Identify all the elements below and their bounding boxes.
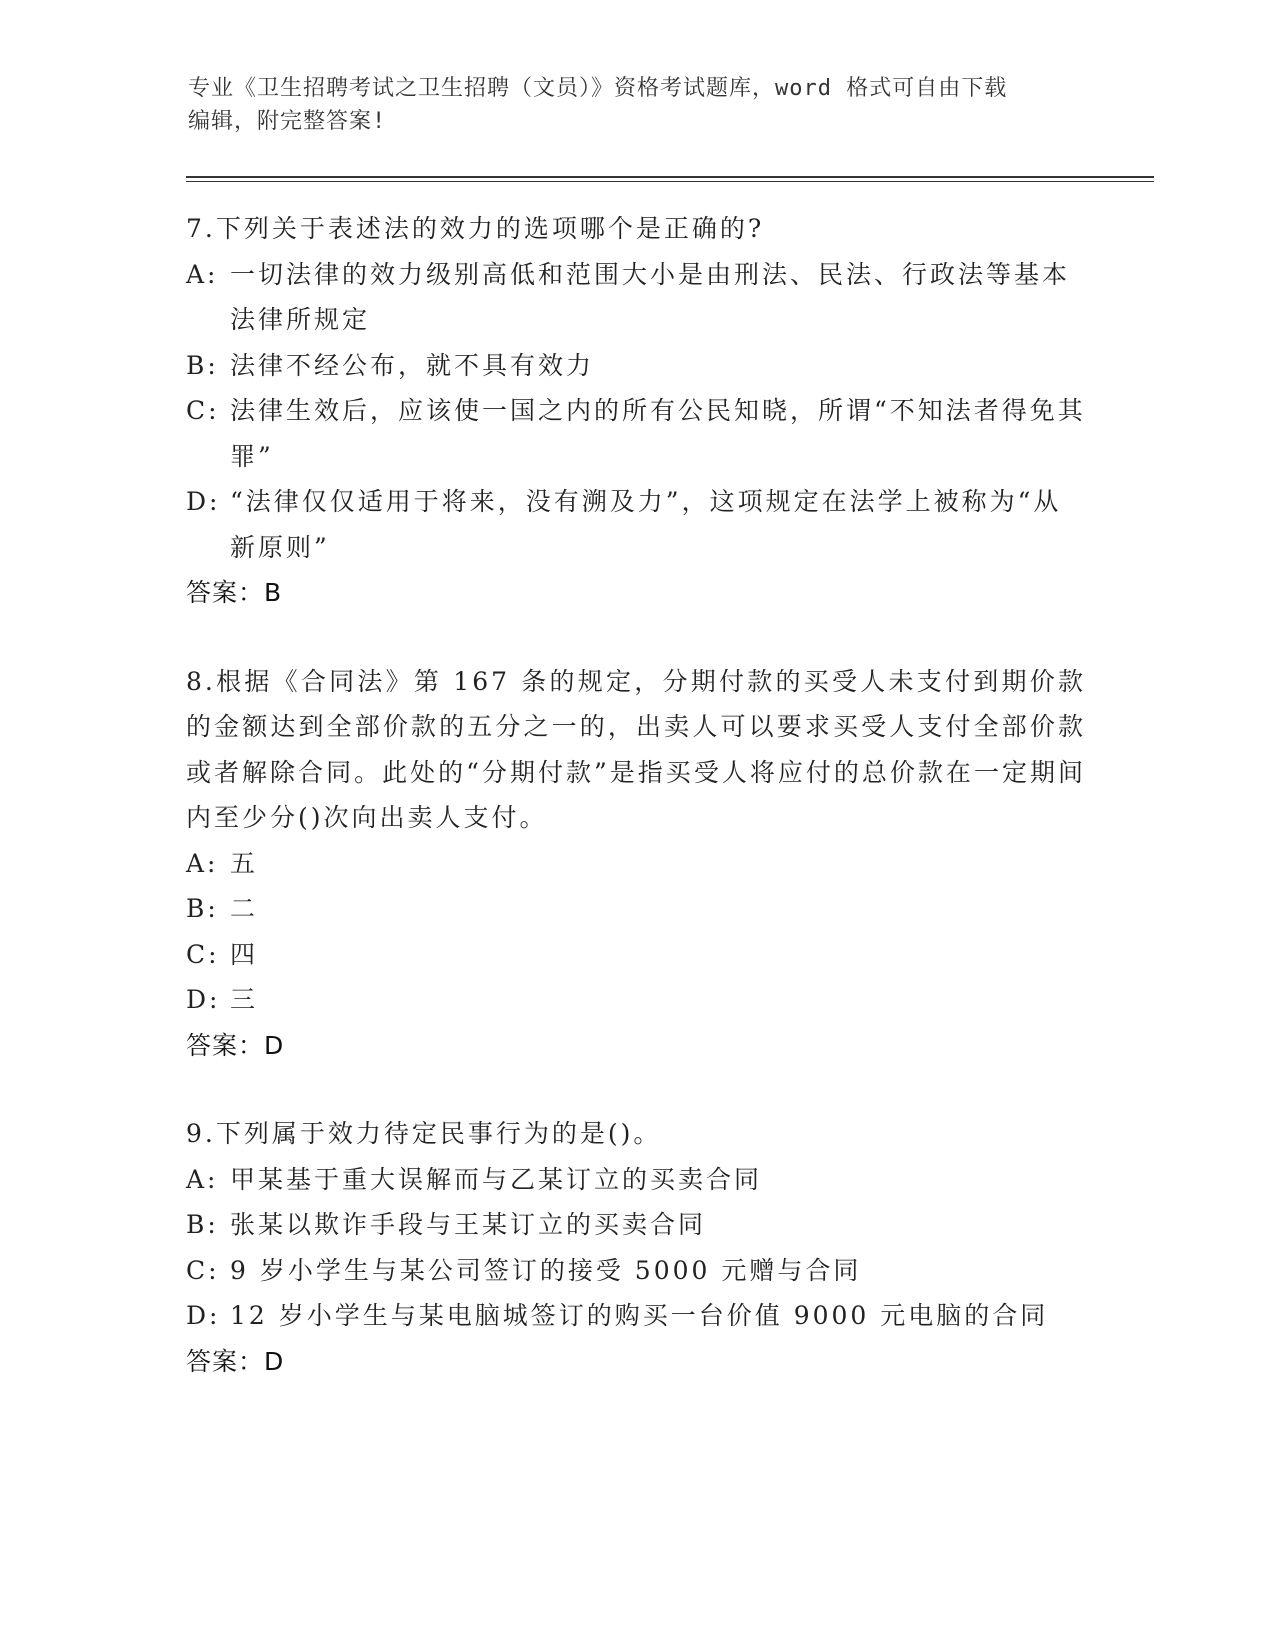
question-8 <box>186 659 1086 1069</box>
option-key: B: <box>186 894 219 923</box>
option-d <box>186 977 1086 1023</box>
option-d <box>186 1293 1086 1339</box>
option-text: 12 岁小学生与某电脑城签订的购买一台价值 9000 元电脑的合同 <box>230 1301 1049 1330</box>
answer-line: 答案：B <box>186 578 283 607</box>
option-c <box>186 1248 1086 1294</box>
option-c <box>186 932 1086 978</box>
option-key: D: <box>186 1301 221 1330</box>
option-text: 法律生效后，应该使一国之内的所有公民知晓，所谓“不知法者得免其罪” <box>230 396 1086 471</box>
option-text: 张某以欺诈手段与王某订立的买卖合同 <box>230 1210 707 1239</box>
option-b <box>186 1202 1086 1248</box>
option-b <box>186 886 1086 932</box>
header-line-2: 编辑，附完整答案! <box>188 109 387 134</box>
option-key: A: <box>186 259 219 289</box>
option-key: A: <box>186 848 219 878</box>
option-d <box>186 479 1086 570</box>
option-a <box>186 841 1086 887</box>
answer-line: 答案：D <box>186 1030 285 1060</box>
question-9 <box>186 1111 1086 1384</box>
option-key: C: <box>186 939 220 969</box>
header-line-1: 专业《卫生招聘考试之卫生招聘（文员）》资格考试题库，word 格式可自由下载 <box>188 76 1008 101</box>
option-c <box>186 388 1086 479</box>
question-7 <box>186 206 1086 616</box>
question-list <box>186 206 1086 1427</box>
option-text: 一切法律的效力级别高低和范围大小是由刑法、民法、行政法等基本法律所规定 <box>230 259 1071 334</box>
option-key: B: <box>186 1210 219 1239</box>
option-text: 四 <box>230 939 259 969</box>
option-a <box>186 1157 1086 1203</box>
option-text: 三 <box>230 985 259 1014</box>
option-text: 法律不经公布，就不具有效力 <box>230 350 595 380</box>
option-text: 甲某基于重大误解而与乙某订立的买卖合同 <box>230 1164 763 1194</box>
option-key: D: <box>186 985 221 1014</box>
option-key: B: <box>186 350 219 380</box>
option-key: A: <box>186 1164 219 1194</box>
header-divider <box>186 176 1154 182</box>
option-key: D: <box>186 487 221 516</box>
question-text: 7.下列关于表述法的效力的选项哪个是正确的? <box>186 214 765 243</box>
option-key: C: <box>186 1255 220 1285</box>
question-text: 8.根据《合同法》第 167 条的规定，分期付款的买受人未支付到期价款的金额达到全部价款的五分之一的，出卖人可以要求买受人支付全部价款或者解除合同。此处的“分期付款”是指买受人将应付的总价款在一定期间内至少分()次向出卖人支付。 <box>186 666 1086 832</box>
document-header <box>188 72 1088 138</box>
option-b <box>186 343 1086 389</box>
answer-line: 答案：D <box>186 1346 285 1376</box>
option-text: 二 <box>230 894 259 923</box>
option-key: C: <box>186 396 220 425</box>
option-a <box>186 252 1086 343</box>
question-text: 9.下列属于效力待定民事行为的是()。 <box>186 1119 662 1148</box>
option-text: 五 <box>230 848 259 878</box>
option-text: 9 岁小学生与某公司签订的接受 5000 元赠与合同 <box>230 1255 862 1285</box>
option-text: “法律仅仅适用于将来，没有溯及力”，这项规定在法学上被称为“从新原则” <box>230 487 1062 562</box>
